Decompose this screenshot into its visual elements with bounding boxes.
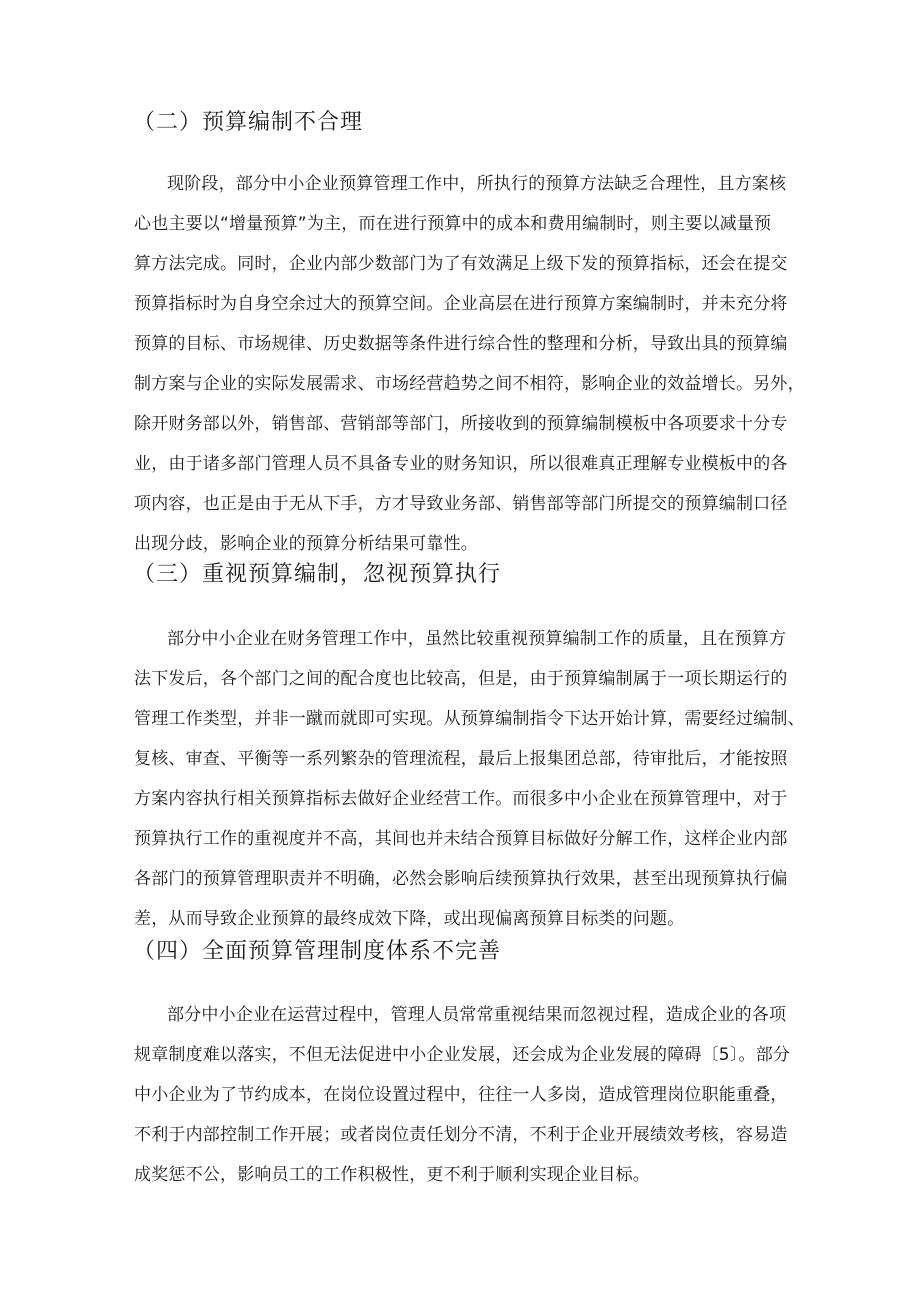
paragraph-line: 法下发后，各个部门之间的配合度也比较高，但是，由于预算编制属于一项长期运行的 — [134, 669, 788, 689]
paragraph-line: 现阶段，部分中小企业预算管理工作中，所执行的预算方法缺乏合理性，且方案核 — [167, 174, 787, 194]
paragraph-line: 管理工作类型，并非一蹴而就即可实现。从预算编制指令下达开始计算，需要经过编制、 — [134, 709, 805, 729]
section-heading-3: （三）重视预算编制，忽视预算执行 — [133, 562, 502, 587]
paragraph-line: 差，从而导致企业预算的最终成效下降，或出现偏离预算目标类的问题。 — [134, 909, 685, 929]
paragraph-line: 各部门的预算管理职责并不明确，必然会影响后续预算执行效果，甚至出现预算执行偏 — [134, 869, 788, 889]
paragraph-line: 预算指标时为自身空余过大的预算空间。企业高层在进行预算方案编制时，并未充分将 — [134, 294, 788, 314]
paragraph-line: 项内容，也正是由于无从下手，方才导致业务部、销售部等部门所提交的预算编制口径 — [134, 494, 788, 514]
paragraph-line: 方案内容执行相关预算指标去做好企业经营工作。而很多中小企业在预算管理中，对于 — [134, 789, 788, 809]
paragraph-line: 制方案与企业的实际发展需求、市场经营趋势之间不相符，影响企业的效益增长。另外， — [134, 374, 805, 394]
paragraph-line: 除开财务部以外，销售部、营销部等部门，所接收到的预算编制模板中各项要求十分专 — [134, 414, 788, 434]
section-paragraph-2 — [134, 164, 807, 564]
paragraph-line: 成奖惩不公，影响员工的工作积极性，更不利于顺利实现企业目标。 — [134, 1165, 650, 1185]
paragraph-line: 心也主要以“增量预算”为主，而在进行预算中的成本和费用编制时，则主要以减量预 — [134, 214, 772, 234]
paragraph-line: 不利于内部控制工作开展；或者岗位责任划分不清，不利于企业开展绩效考核，容易造 — [134, 1125, 788, 1145]
paragraph-line: 业，由于诸多部门管理人员不具备专业的财务知识，所以很难真正理解专业模板中的各 — [134, 454, 788, 474]
paragraph-line: 中小企业为了节约成本，在岗位设置过程中，往往一人多岗，造成管理岗位职能重叠， — [134, 1085, 788, 1105]
paragraph-line: 算方法完成。同时，企业内部少数部门为了有效满足上级下发的预算指标，还会在提交 — [134, 254, 788, 274]
paragraph-line: 复核、审查、平衡等一系列繁杂的管理流程，最后上报集团总部，待审批后，才能按照 — [134, 749, 788, 769]
paragraph-line: 出现分歧，影响企业的预算分析结果可靠性。 — [134, 534, 478, 554]
section-heading-4: （四）全面预算管理制度体系不完善 — [133, 939, 502, 964]
section-paragraph-4 — [134, 995, 807, 1195]
paragraph-line: 预算的目标、市场规律、历史数据等条件进行综合性的整理和分析，导致出具的预算编 — [134, 334, 788, 354]
paragraph-line: 部分中小企业在财务管理工作中，虽然比较重视预算编制工作的质量，且在预算方 — [167, 629, 787, 649]
section-heading-2: （二）预算编制不合理 — [133, 110, 364, 135]
paragraph-line: 规章制度难以落实，不但无法促进中小企业发展，还会成为企业发展的障碍〔5〕。部分 — [134, 1045, 791, 1065]
paragraph-line: 部分中小企业在运营过程中，管理人员常常重视结果而忽视过程，造成企业的各项 — [167, 1005, 787, 1025]
section-paragraph-3 — [134, 619, 807, 939]
paragraph-line: 预算执行工作的重视度并不高，其间也并未结合预算目标做好分解工作，这样企业内部 — [134, 829, 788, 849]
